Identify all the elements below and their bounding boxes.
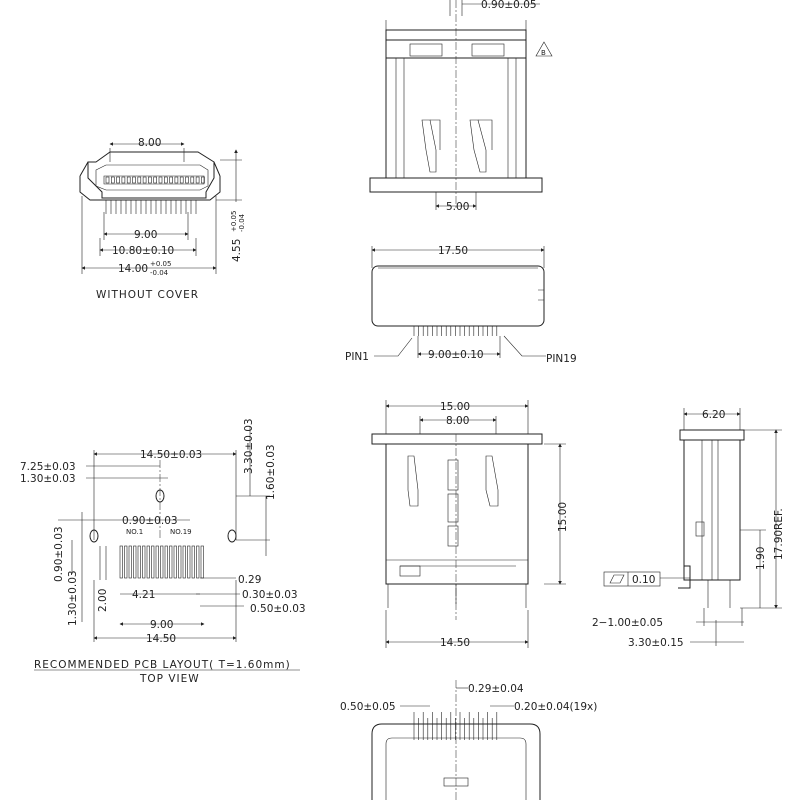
pcb-pad [201,546,204,578]
front-view [372,400,569,649]
pcb-pad [129,546,132,578]
pin1-label: PIN1 [345,351,369,363]
pcb-top-view-caption: TOP VIEW [140,673,200,685]
pcb-dim-0-50: 0.50±0.03 [250,603,306,615]
contact-tooth [106,177,109,183]
pcb-pad [134,546,137,578]
pcb-dim-9-00: 9.00 [150,619,174,631]
dim-0-90: 0.90±0.05 [481,0,537,11]
pcb-pad [125,546,128,578]
dim-4-55: 4.55 [231,238,243,262]
pcb-dim-0-30: 0.30±0.03 [242,589,298,601]
pcb-layout-caption: RECOMMENDED PCB LAYOUT( T=1.60mm) [34,659,291,671]
dim-9-00-0-10: 9.00±0.10 [428,349,484,361]
pcb-pad [147,546,150,578]
contact-tooth [148,177,151,183]
pcb-dim-1-30: 1.30±0.03 [20,473,76,485]
contact-tooth [170,177,173,183]
dim-10-80: 10.80±0.10 [112,245,175,257]
pin-dim-0-29: 0.29±0.04 [468,683,524,695]
contact-tooth [191,177,194,183]
pcb-layout-view [20,418,306,685]
bottom-view [345,245,577,365]
pcb-pad [143,546,146,578]
pin-dim-0-50: 0.50±0.05 [340,701,396,713]
contact-tooth [180,177,183,183]
pcb-pad [197,546,200,578]
pcb-dim-4-21: 4.21 [132,589,156,601]
contact-tooth [175,177,178,183]
contact-tooth [122,177,125,183]
pcb-pad [156,546,159,578]
front-dim-8-00: 8.00 [446,415,470,427]
without-cover-caption: WITHOUT COVER [96,289,200,301]
pcb-pad [170,546,173,578]
front-dim-15-00-v: 15.00 [557,501,569,532]
front-dim-14-50: 14.50 [440,637,471,649]
pcb-dim-2-00: 2.00 [97,588,109,612]
contact-tooth [143,177,146,183]
pcb-dim-7-25: 7.25±0.03 [20,461,76,473]
side-dim-1-00: 2−1.00±0.05 [592,617,664,629]
front-dim-15-00: 15.00 [440,401,471,413]
side-dim-17-90-ref: 17.90REF. [773,508,785,560]
pcb-pad [152,546,155,578]
dim-14-00-tol-dn: -0.04 [150,269,169,277]
pcb-dim-1-60: 1.60±0.03 [265,444,277,500]
contact-tooth [111,177,114,183]
dim-4-55-tol-dn: -0.04 [238,213,246,232]
top-side-view [370,0,552,213]
pcb-pad [179,546,182,578]
pcb-dim-0-90: 0.90±0.03 [122,515,178,527]
contact-tooth [138,177,141,183]
pcb-no19-label: NO.19 [170,528,192,536]
pcb-pad [188,546,191,578]
dim-14-00-tol-up: +0.05 [150,260,172,268]
pin19-label: PIN19 [546,353,577,365]
revision-triangle-icon [536,42,552,57]
pcb-pad [120,546,123,578]
flatness-symbol [604,572,660,586]
without-cover-view [80,137,246,301]
contact-tooth [164,177,167,183]
pin-end-view [340,680,597,800]
flatness-value: 0.10 [632,574,656,586]
pcb-pad [174,546,177,578]
dim-5-00: 5.00 [446,201,470,213]
pcb-dim-3-30: 3.30±0.03 [243,418,255,474]
pin-dim-0-20: 0.20±0.04(19x) [514,701,598,713]
pcb-pad [138,546,141,578]
dim-4-55-tol-up: +0.05 [230,210,238,232]
contact-tooth [127,177,130,183]
pcb-pad [192,546,195,578]
contact-tooth [196,177,199,183]
contact-tooth [133,177,136,183]
pcb-dim-14-50-top: 14.50±0.03 [140,449,203,461]
side-dim-1-90: 1.90 [755,546,767,570]
dim-17-50: 17.50 [438,245,469,257]
pcb-pad [161,546,164,578]
contact-tooth [117,177,120,183]
pcb-dim-0-29: 0.29 [238,574,262,586]
pcb-dim-1-30-v: 1.30±0.03 [67,570,79,626]
svg-text:B: B [541,49,546,57]
pcb-pad [165,546,168,578]
contact-tooth [159,177,162,183]
pcb-dim-0-90-v: 0.90±0.03 [53,526,65,582]
pcb-dim-14-50: 14.50 [146,633,177,645]
contact-tooth [186,177,189,183]
pcb-no1-label: NO.1 [126,528,144,536]
dim-9-00: 9.00 [134,229,158,241]
side-dim-6-20: 6.20 [702,409,726,421]
contact-tooth [154,177,157,183]
side-dim-3-30: 3.30±0.15 [628,637,684,649]
side-view [592,408,785,649]
pcb-pad [183,546,186,578]
dim-8-00: 8.00 [138,137,162,149]
dim-14-00: 14.00 [118,263,149,275]
